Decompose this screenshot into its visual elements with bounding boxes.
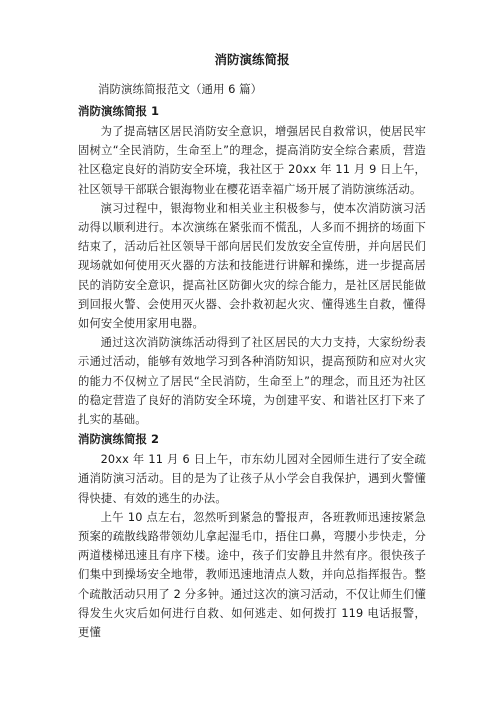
paragraph: 为了提高辖区居民消防安全意识，增强居民自救常识，使居民牢固树立“全民消防，生命至上”的理念，提高消防安全综合素质，营造社区稳定良好的消防安全环境，我社区于 20xx 年 11 月 9 日上午，社区领导干部联合银海物业在樱花语幸福广场开展了消防演练活动。 — [78, 125, 426, 196]
section-1 — [78, 101, 426, 429]
paragraph: 20xx 年 11 月 6 日上午，市东幼儿园对全园师生进行了安全疏通消防演习活动。目的是为了让孩子从小学会自我保护，遇到火警懂得快捷、有效的逃生的办法。 — [78, 453, 426, 505]
section-heading: 消防演练简报 1 — [78, 104, 160, 118]
section-2 — [78, 429, 426, 642]
document-body — [78, 101, 426, 642]
document-subtitle: 消防演练简报范文（通用 6 篇） — [98, 82, 263, 96]
paragraph: 通过这次消防演练活动得到了社区居民的大力支持，大家纷纷表示通过活动，能够有效地学习到各种消防知识，提高预防和应对火灾的能力不仅树立了居民“全民消防，生命至上”的理念，而且还为社区的稳定营造了良好的消防安全环境，为创建平安、和谐社区打下来了扎实的基础。 — [78, 336, 426, 427]
section-heading: 消防演练简报 2 — [78, 432, 160, 447]
document-title: 消防演练简报 — [214, 52, 290, 67]
paragraph: 上午 10 点左右，忽然听到紧急的警报声，各班教师迅速按紧急预案的疏散线路带领幼儿拿起湿毛巾，捂住口鼻，弯腰小步快走，分两道楼梯迅速且有序下楼。途中，孩子们安静且井然有序。很快孩子们集中到操场安全地带，教师迅速地清点人数，并向总指挥报告。整个疏散活动只用了 2 分多钟。通过这次的演习活动，不仅让师生们懂得发生火灾后如何进行自救、如何逃走、如何拨打 119 电话报警，更懂 — [78, 510, 426, 640]
paragraph: 演习过程中，银海物业和相关业主积极参与，使本次消防演习活动得以顺利进行。本次演练在紧张而不慌乱，人多而不拥挤的场面下结束了，活动后社区领导干部向居民们发放安全宣传册，并向居民们现场就如何使用灭火器的方法和技能进行讲解和操练，进一步提高居民的消防安全意识，提高社区防御火灾的综合能力，是社区居民能做到回报火警、会使用灭火器、会扑救初起火灾、懂得逃生自救，懂得如何安全使用家用电器。 — [78, 201, 426, 331]
